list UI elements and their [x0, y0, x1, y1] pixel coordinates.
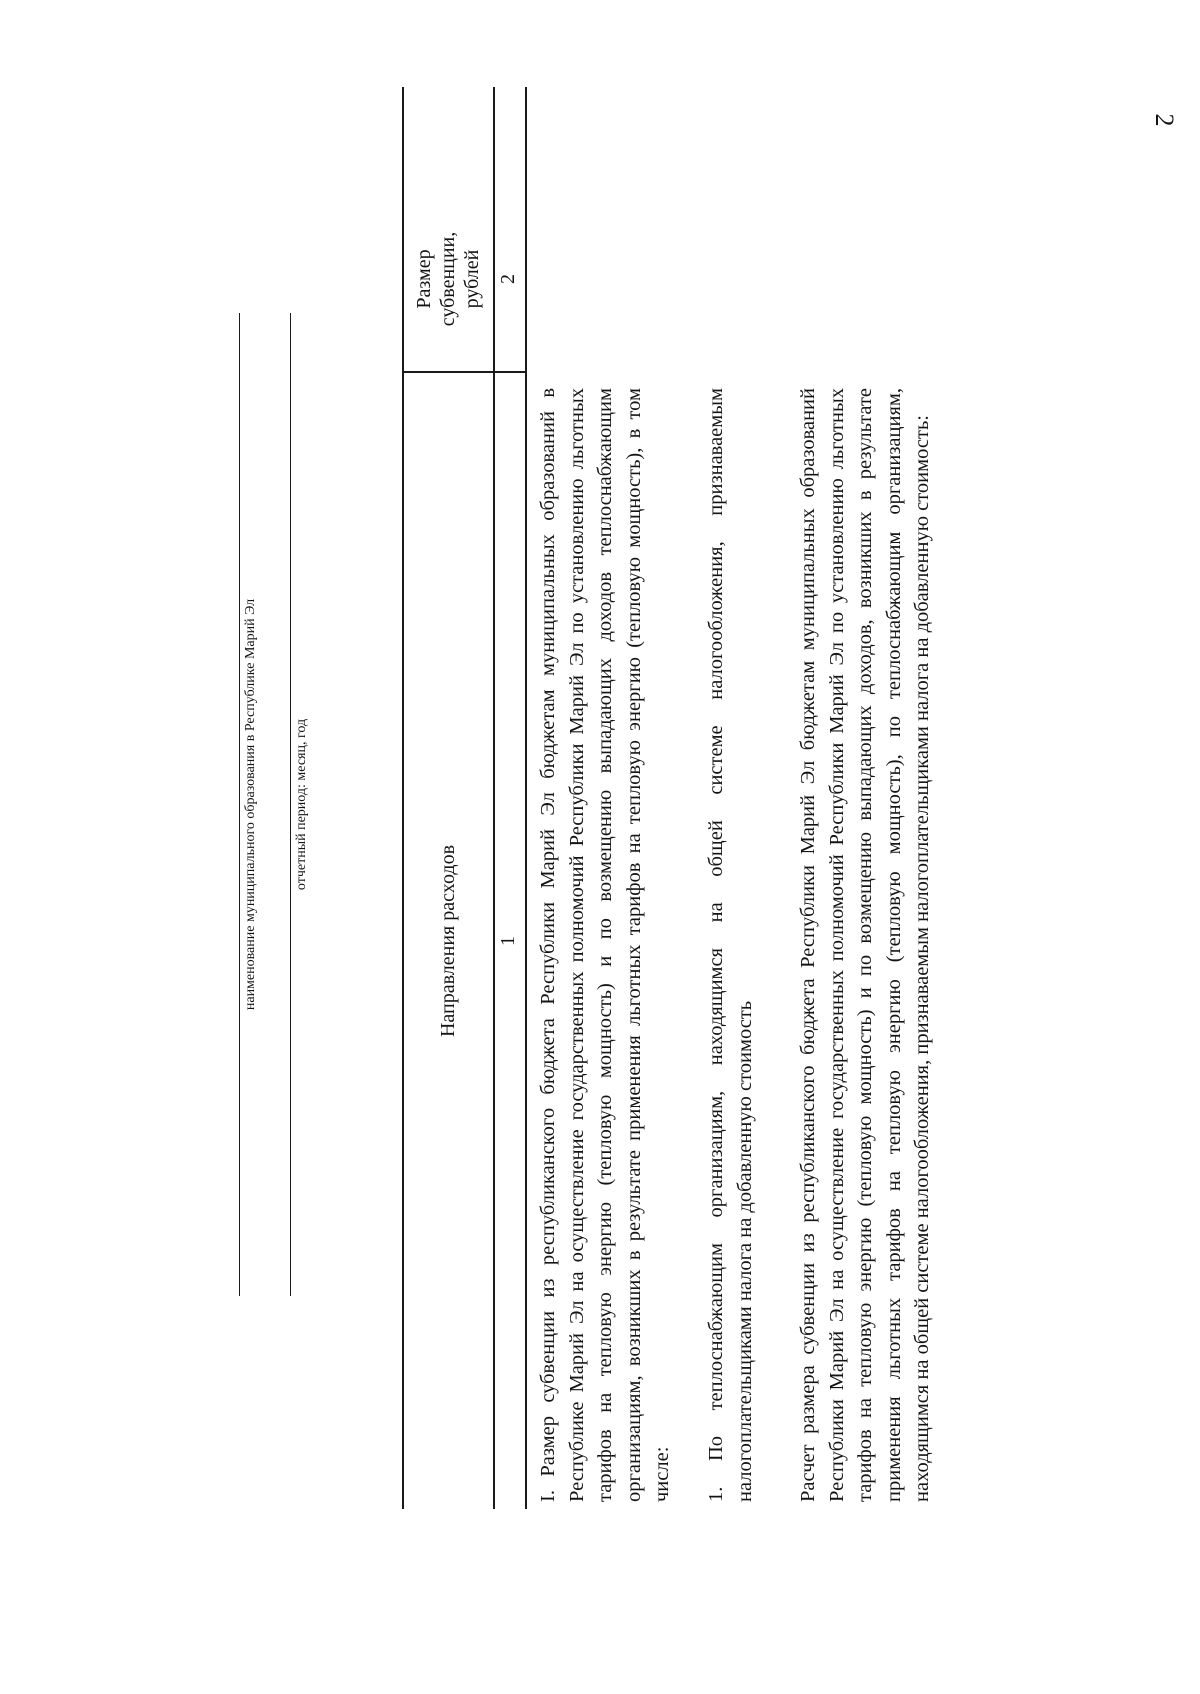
table-numbering-bottom-border [525, 87, 527, 1509]
document-content [0, 94, 1200, 1694]
period-underline [290, 313, 291, 1296]
municipality-caption: наименование муниципального образования в Республике Марий Эл [243, 598, 258, 1011]
table-header-bottom-border [493, 87, 495, 1509]
column-header-subvention-amount: Размер субвенции, рублей [413, 231, 483, 327]
table-row-total: I. Размер субвенции из республиканского бюджета Республики Марий Эл бюджетам муниципальных образований в Республике Марий Эл на осуществление государственных полномочий Республики Марий Эл по установлению льготных тарифов на тепловую энергию (тепловую мощность) и по возмещению выпадающих доходов теплоснабжающим организациям, возникших в результате применения льготных тарифов на тепловую энергию (тепловую мощность), в том числе: [537, 388, 674, 1502]
page-number: 2 [1150, 113, 1179, 127]
table-row-vat-organizations: 1. По теплоснабжающим организациям, находящимся на общей системе налогообложения, признаваемым налогоплательщиками налога на добавленную стоимость [705, 388, 756, 1502]
municipality-underline [239, 313, 240, 1296]
column-header-directions: Направления расходов [437, 844, 459, 1038]
column-number-1: 1 [497, 936, 519, 946]
period-caption: отчетный период: месяц, год [294, 718, 309, 891]
column-number-2: 2 [497, 274, 519, 284]
table-row-calculation: Расчет размера субвенции из республиканского бюджета Республики Марий Эл бюджетам муниципальных образований Республики Марий Эл на осуществление государственных полномочий Республики Марий Эл по установлению льготных тарифов на тепловую энергию (тепловую мощность) и по возмещению выпадающих доходов, возникших в результате применения льготных тарифов на тепловую энергию (тепловую мощность), по теплоснабжающим организациям, находящимся на общей системе налогообложения, признаваемым налогоплательщиками налога на добавленную стоимость: [797, 388, 934, 1502]
